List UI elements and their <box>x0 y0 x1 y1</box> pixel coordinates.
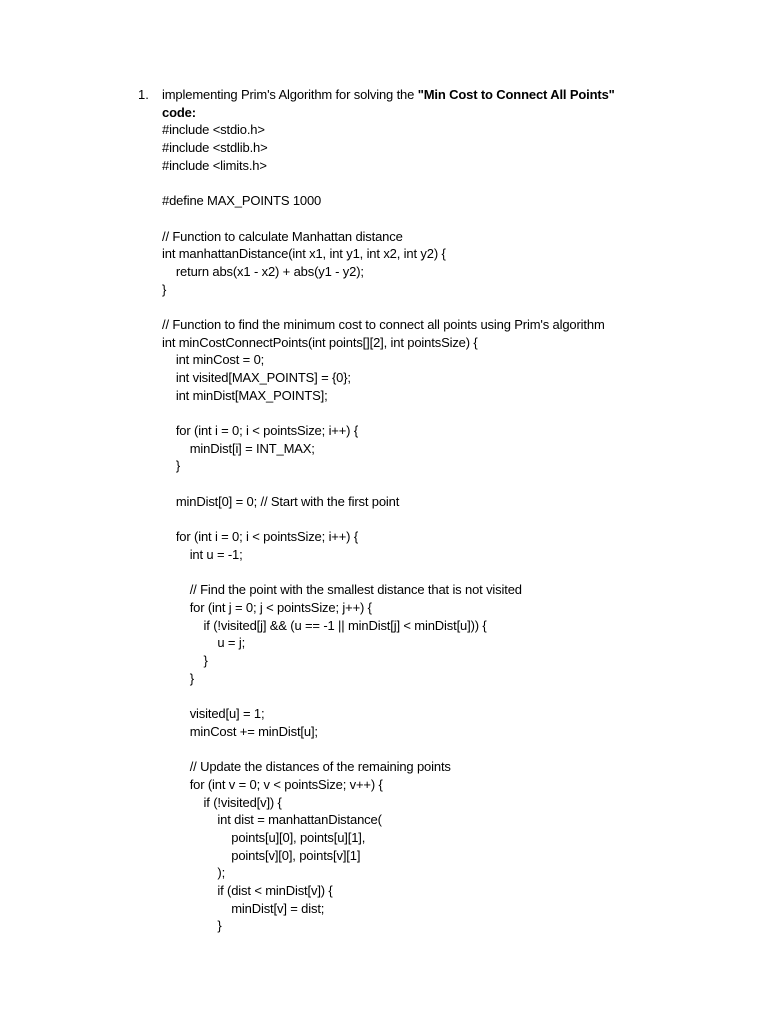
code-line: points[u][0], points[u][1], <box>162 829 366 845</box>
code-line: for (int j = 0; j < pointsSize; j++) { <box>162 599 372 615</box>
code-line <box>162 404 752 422</box>
code-line: } <box>162 281 167 297</box>
code-line: ); <box>162 865 226 881</box>
code-line <box>162 687 752 705</box>
code-line: int u = -1; <box>162 546 243 562</box>
code-line: if (dist < minDist[v]) { <box>162 882 333 898</box>
code-line <box>162 210 752 228</box>
code-line: } <box>162 653 208 668</box>
code-label: code: <box>162 104 196 120</box>
intro-bold-title: "Min Cost to Connect All Points" <box>417 87 615 102</box>
code-line: minCost += minDist[u]; <box>162 723 318 739</box>
code-block <box>162 121 752 935</box>
code-line <box>162 511 752 529</box>
code-line <box>162 298 752 316</box>
code-line: u = j; <box>162 635 246 651</box>
list-item-number: 1. <box>138 87 149 102</box>
code-line <box>162 174 752 192</box>
code-line: if (!visited[v]) { <box>162 794 282 810</box>
code-line: int minCostConnectPoints(int points[][2], int pointsSize) { <box>162 334 478 350</box>
code-line: // Function to calculate Manhattan distance <box>162 228 403 244</box>
code-line: for (int v = 0; v < pointsSize; v++) { <box>162 776 383 792</box>
code-line: } <box>162 458 181 474</box>
code-line: minDist[0] = 0; // Start with the first point <box>162 493 400 509</box>
code-line: if (!visited[j] && (u == -1 || minDist[j] < minDist[u])) { <box>162 617 487 633</box>
code-line: // Update the distances of the remaining points <box>162 759 451 775</box>
code-line: int manhattanDistance(int x1, int y1, int x2, int y2) { <box>162 246 446 262</box>
code-line: #include <limits.h> <box>162 157 267 173</box>
code-line: } <box>162 670 194 686</box>
intro-text: implementing Prim's Algorithm for solving the <box>162 87 418 102</box>
code-line: } <box>162 918 222 934</box>
code-line: for (int i = 0; i < pointsSize; i++) { <box>162 529 359 545</box>
code-line: minDist[i] = INT_MAX; <box>162 440 315 456</box>
code-line: for (int i = 0; i < pointsSize; i++) { <box>162 423 359 439</box>
code-line <box>162 475 752 493</box>
code-line: #include <stdlib.h> <box>162 140 268 156</box>
code-line: points[v][0], points[v][1] <box>162 847 361 863</box>
code-line: // Function to find the minimum cost to connect all points using Prim's algorithm <box>162 316 605 332</box>
code-line: int minCost = 0; <box>162 352 265 368</box>
code-line: int minDist[MAX_POINTS]; <box>162 387 328 403</box>
code-line: int dist = manhattanDistance( <box>162 812 382 828</box>
code-line <box>162 740 752 758</box>
code-line: visited[u] = 1; <box>162 706 265 722</box>
code-line <box>162 564 752 582</box>
list-item-content <box>162 86 752 935</box>
code-line: #include <stdio.h> <box>162 122 265 138</box>
code-line: return abs(x1 - x2) + abs(y1 - y2); <box>162 263 364 279</box>
code-line: minDist[v] = dist; <box>162 900 325 916</box>
code-line: // Find the point with the smallest distance that is not visited <box>162 582 522 598</box>
code-line: #define MAX_POINTS 1000 <box>162 193 322 209</box>
code-line: int visited[MAX_POINTS] = {0}; <box>162 370 351 385</box>
intro-line <box>162 86 752 104</box>
